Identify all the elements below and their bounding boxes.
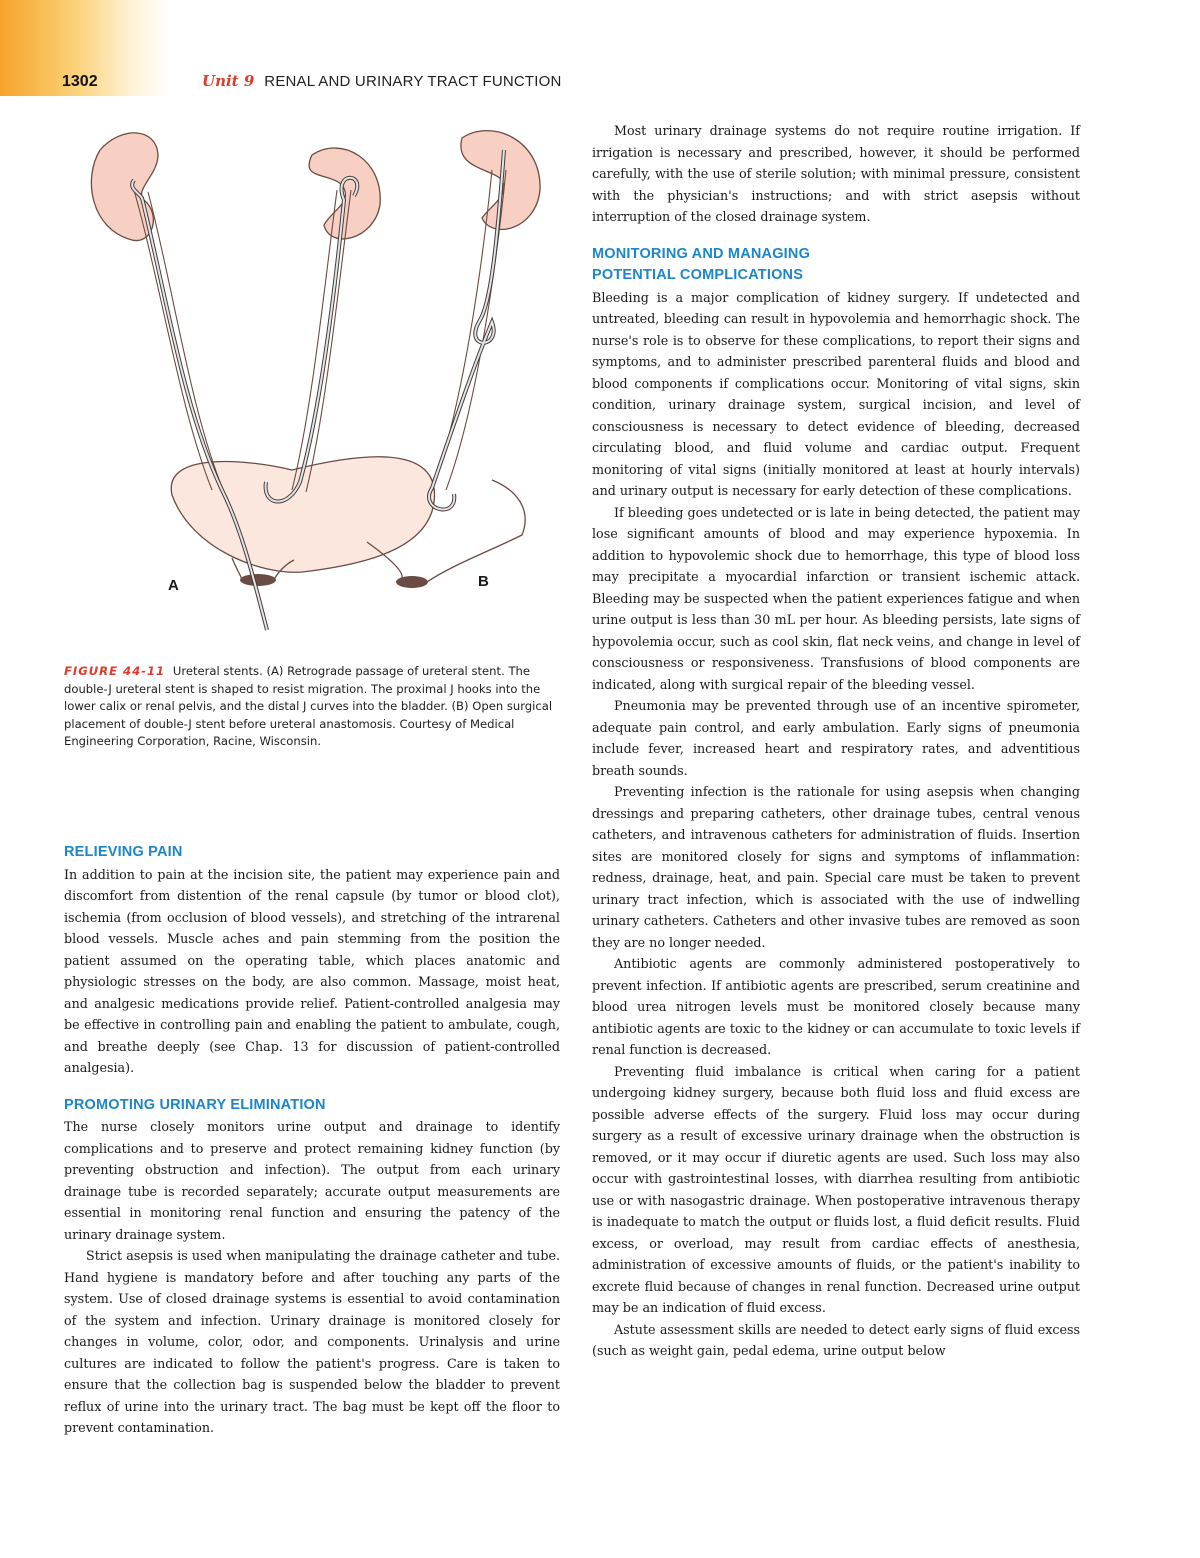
figure-caption: [64, 663, 556, 751]
heading-monitoring-line1: MONITORING AND MANAGING: [592, 245, 811, 262]
panel-label-b: B: [478, 573, 489, 590]
paragraph: Pneumonia may be prevented through use of an incentive spirometer, adequate pain control, and early ambulation. Early signs of pneumonia include fever, increased heart and respiratory rates, and adventitious breath sounds.: [592, 698, 1080, 778]
paragraph: Preventing fluid imbalance is critical when caring for a patient undergoing kidney surgery, because both fluid loss and fluid excess are possible adverse effects of the surgery. Fluid loss may occur during surgery as a result of excessive urinary drainage when the obstruction is removed, or it may occur if diuretic agents are used. Such loss may also occur with gastrointestinal losses, with diarrhea resulting from antibiotic use or with nasogastric drainage. When postoperative intravenous therapy is inadequate to match the output or fluids lost, a fluid deficit results. Fluid excess, or overload, may result from cardiac effects of anesthesia, administration of excessive amounts of fluids, or the patient's inability to excrete fluid because of changes in renal function. Decreased urine output may be an indication of fluid excess.: [592, 1063, 1080, 1315]
running-head: [62, 72, 562, 92]
paragraph: The nurse closely monitors urine output and drainage to identify complications and to preserve and protect remaining kidney function (by preventing obstruction and infection). The output from each urinary drainage tube is recorded separately; accurate output measurements are essential in monitoring renal function and ensuring the patency of the urinary drainage system.: [64, 1119, 560, 1242]
heading-monitoring-line2: POTENTIAL COMPLICATIONS: [592, 267, 804, 283]
heading-promoting-urinary-elimination: PROMOTING URINARY ELIMINATION: [64, 1096, 326, 1113]
figure-label: FIGURE 44-11: [64, 664, 166, 678]
paragraph: Strict asepsis is used when manipulating the drainage catheter and tube. Hand hygiene is mandatory before and after touching any parts of the system. Use of closed drainage systems is essential to avoid contamination of the system and infection. Urinary drainage is monitored closely for changes in volume, color, odor, and components. Urinalysis and urine cultures are indicated to follow the patient's progress. Care is taken to ensure that the collection bag is suspended below the bladder to prevent reflux of urine into the urinary tract. The bag must be kept off the floor to prevent contamination.: [64, 1248, 560, 1435]
heading-relieving-pain: RELIEVING PAIN: [64, 844, 183, 860]
kidney-a-right: [309, 148, 380, 239]
page-number: 1302: [62, 73, 98, 90]
panel-label-a: A: [168, 577, 179, 594]
urethra-opening-a: [240, 574, 276, 586]
paragraph: Bleeding is a major complication of kidney surgery. If undetected and untreated, bleeding can result in hypovolemia and hemorrhagic shock. The nurse's role is to observe for these complications, to report their signs and symptoms, and to administer prescribed parenteral fluids and blood and blood components if complications occur. Monitoring of vital signs, skin condition, urinary drainage system, surgical incision, and level of consciousness is necessary to detect evidence of bleeding, decreased circulating blood, and fluid volume and cardiac output. Frequent monitoring of vital signs (initially monitored at least at hourly intervals) and urinary output is necessary for early detection of these complications.: [592, 289, 1080, 498]
unit-title: RENAL AND URINARY TRACT FUNCTION: [264, 73, 562, 90]
paragraph: Astute assessment skills are needed to detect early signs of fluid excess (such as weight gain, pedal edema, urine output below: [592, 1321, 1080, 1358]
stent-illustration: [62, 110, 562, 650]
right-column: [592, 120, 1080, 1362]
paragraph: If bleeding goes undetected or is late in being detected, the patient may lose significant amounts of blood and may experience hypoxemia. In addition to hypovolemic shock due to hemorrhage, this type of blood loss may precipitate a myocardial infarction or transient ischemic attack. Bleeding may be suspected when the patient experiences fatigue and when urine output is less than 30 mL per hour. As bleeding persists, late signs of hypovolemia occur, such as cool skin, flat neck veins, and change in level of consciousness or responsiveness. Transfusions of blood components are indicated, along with surgical repair of the bleeding vessel.: [592, 504, 1080, 692]
paragraph: Preventing infection is the rationale for using asepsis when changing dressings and preparing catheters, other drainage tubes, central venous catheters, and intravenous catheters for administration of fluids. Insertion sites are monitored closely for signs and symptoms of inflammation: redness, drainage, heat, and pain. Special care must be taken to prevent urinary tract infection, which is associated with the use of indwelling urinary catheters. Catheters and other invasive tubes are removed as soon they are no longer needed.: [592, 784, 1080, 950]
ureteral-stent-figure: [62, 110, 562, 650]
figure-caption-text: Ureteral stents. (A) Retrograde passage of ureteral stent. The double-J ureteral stent is shaped to resist migration. The proximal J hooks into the lower calix or renal pelvis, and the distal J curves into the bladder. (B) Open surgical placement of double-J stent before ureteral anastomosis. Courtesy of Medical Engineering Corporation, Racine, Wisconsin.: [64, 664, 553, 749]
left-column: [64, 842, 560, 1439]
paragraph: Most urinary drainage systems do not require routine irrigation. If irrigation is necessary and prescribed, however, it should be performed carefully, with the use of sterile solution; with minimal pressure, consistent with the physician's instructions; and with strict asepsis without interruption of the closed drainage system.: [592, 123, 1080, 224]
paragraph: In addition to pain at the incision site, the patient may experience pain and discomfort from distention of the renal capsule (by tumor or blood clot), ischemia (from occlusion of blood vessels), and stretching of the intrarenal blood vessels. Muscle aches and pain stemming from the position the patient assumed on the operating table, which places anatomic and physiologic stresses on the body, are also common. Massage, moist heat, and analgesic medications provide relief. Patient-controlled analgesia may be effective in controlling pain and enabling the patient to ambulate, cough, and breathe deeply (see Chap. 13 for discussion of patient-controlled analgesia).: [64, 866, 560, 1075]
urethra-opening-b: [396, 576, 428, 588]
paragraph: Antibiotic agents are commonly administered postoperatively to prevent infection. If antibiotic agents are prescribed, serum creatinine and blood urea nitrogen levels must be monitored closely because many antibiotic agents are toxic to the kidney or can accumulate to toxic levels if renal function is decreased.: [592, 956, 1080, 1057]
unit-label: Unit 9: [202, 72, 255, 90]
